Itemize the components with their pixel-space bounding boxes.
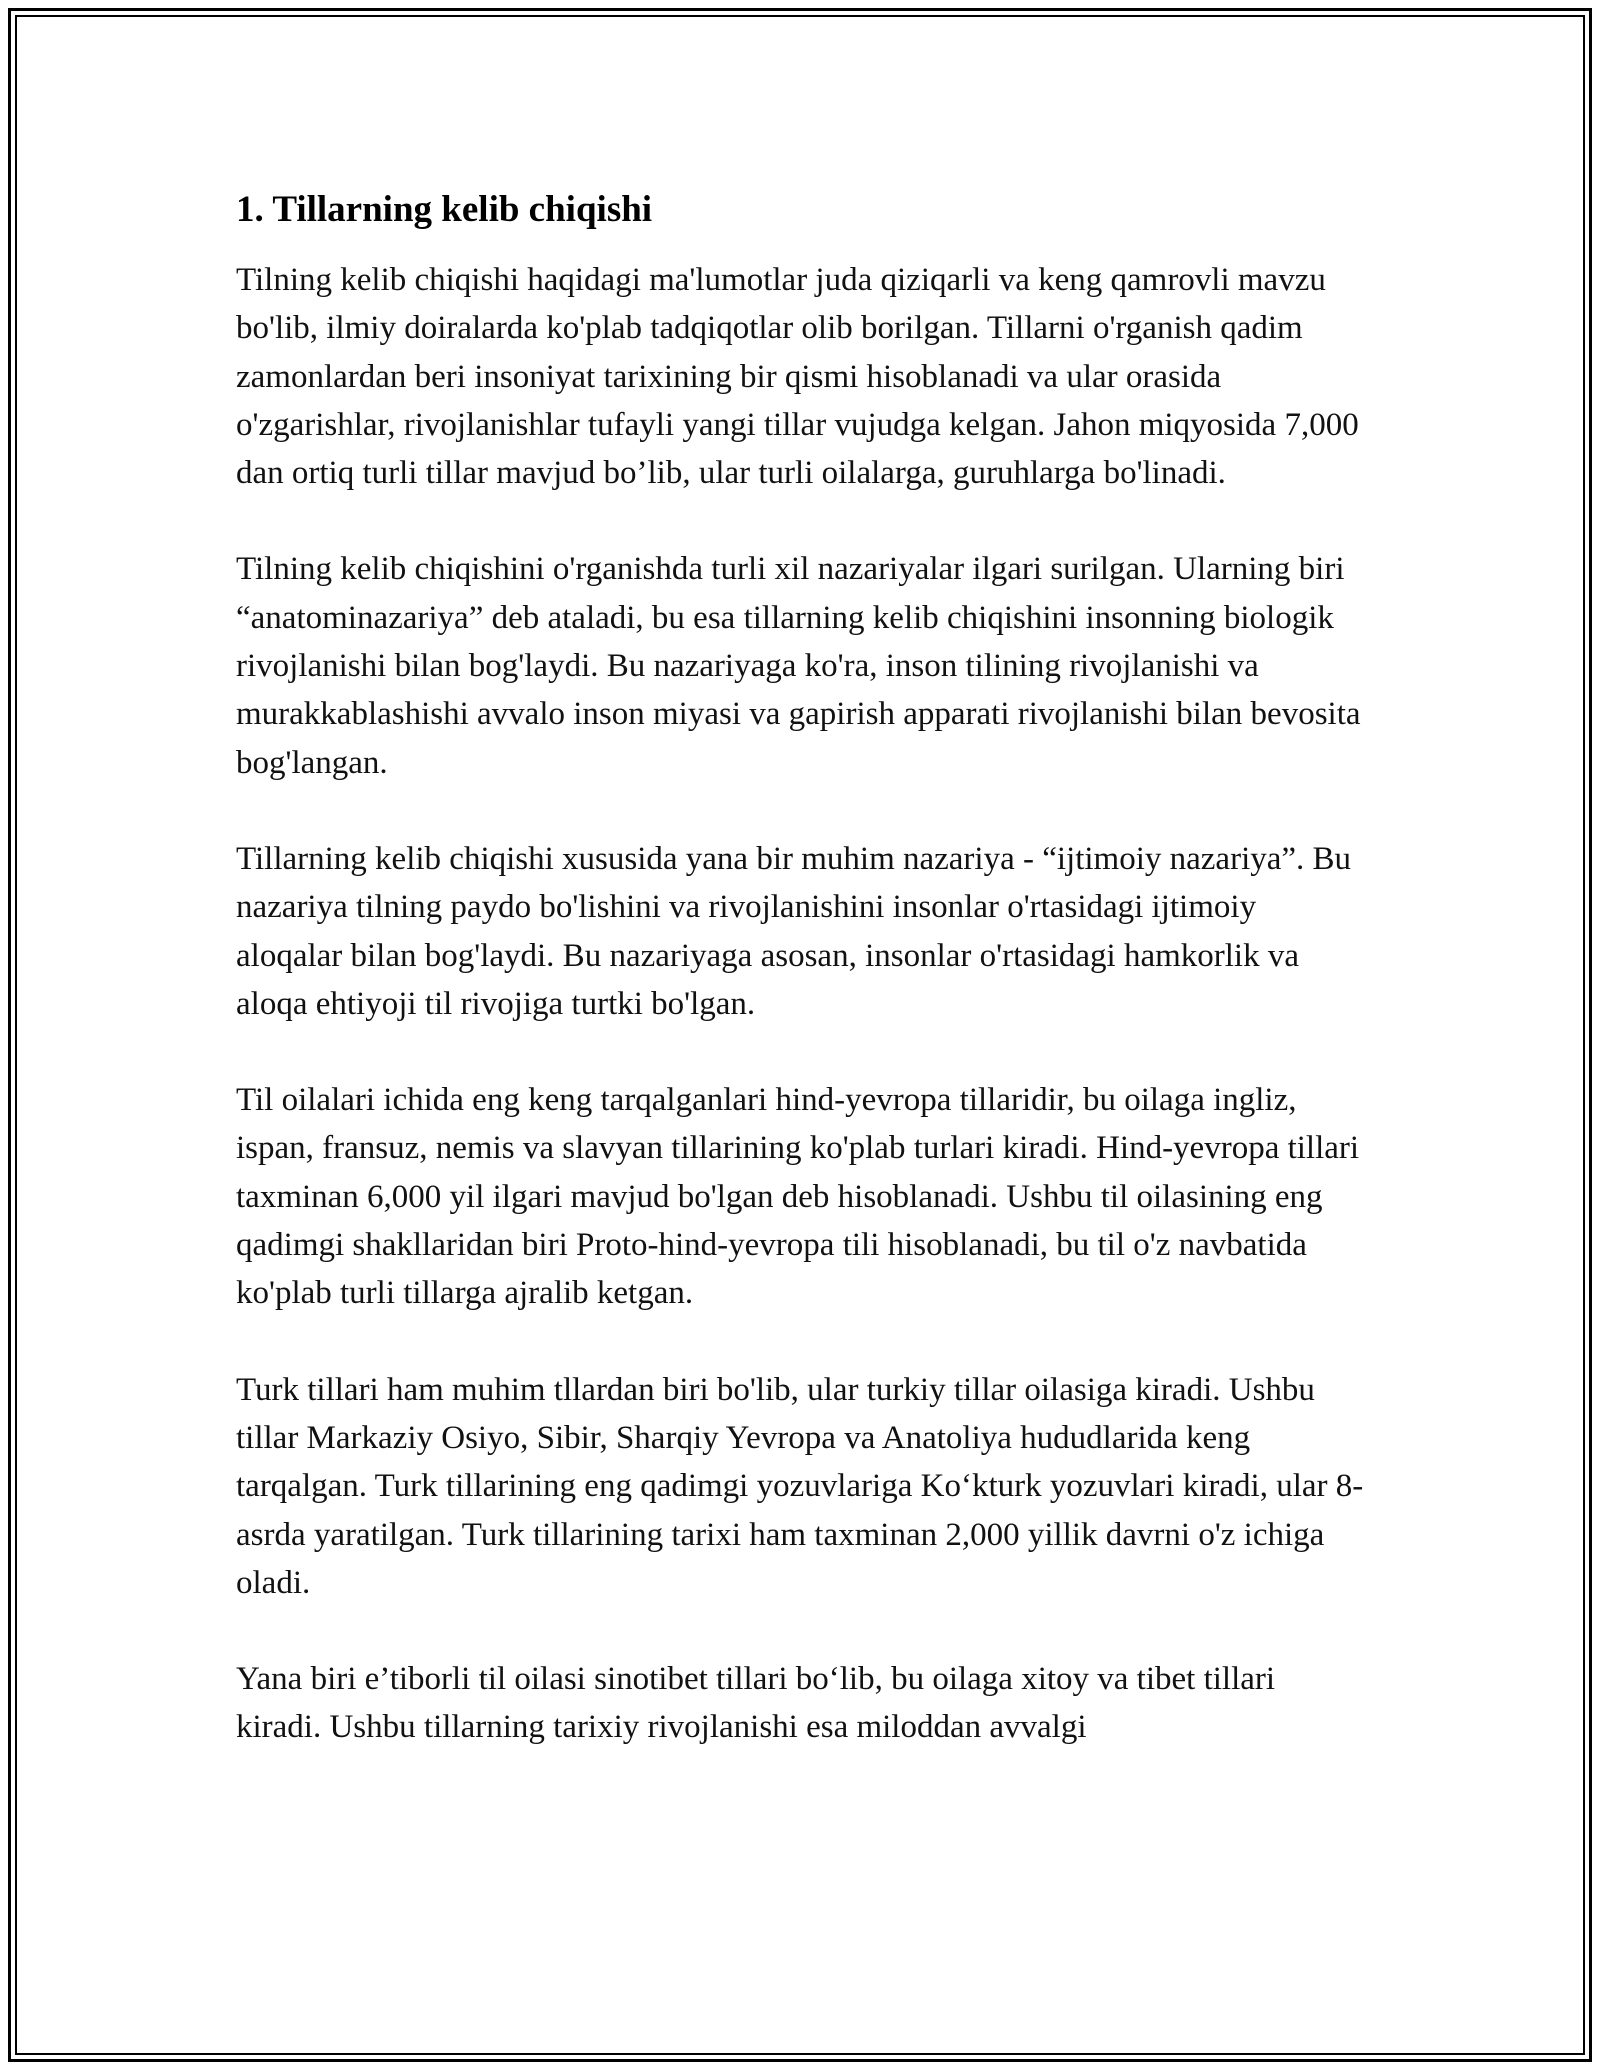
document-body	[236, 186, 1366, 1800]
paragraph-3: Tillarning kelib chiqishi xususida yana bir muhim nazariya - “ijtimoiy nazariya”. Bu nazariya tilning paydo bo'lishini va rivojlanishini insonlar o'rtasidagi ijtimoiy aloqalar bilan bog'laydi. Bu nazariyaga asosan, insonlar o'rtasidagi hamkorlik va aloqa ehtiyoji til rivojiga turtki bo'lgan.	[236, 840, 1352, 1022]
paragraph-1: Tilning kelib chiqishi haqidagi ma'lumotlar juda qiziqarli va keng qamrovli mavzu bo'lib, ilmiy doiralarda ko'plab tadqiqotlar olib borilgan. Tillarni o'rganish qadim zamonlardan beri insoniyat tarixining bir qismi hisoblanadi va ular orasida o'zgarishlar, rivojlanishlar tufayli yangi tillar vujudga kelgan. Jahon miqyosida 7,000 dan ortiq turli tillar mavjud bo’lib, ular turli oilalarga, guruhlarga bo'linadi.	[236, 262, 1359, 492]
paragraph-4: Til oilalari ichida eng keng tarqalganlari hind-yevropa tillaridir, bu oilaga ingliz, ispan, fransuz, nemis va slavyan tillarining ko'plab turlari kiradi. Hind-yevropa tillari taxminan 6,000 yil ilgari mavjud bo'lgan deb hisoblanadi. Ushbu til oilasining eng qadimgi shakllaridan biri Proto-hind-yevropa tili hisoblanadi, bu til o'z navbatida ko'plab turli tillarga ajralib ketgan.	[236, 1082, 1360, 1312]
paragraph-5: Turk tillari ham muhim tllardan biri bo'lib, ular turkiy tillar oilasiga kiradi. Ushbu tillar Markaziy Osiyo, Sibir, Sharqiy Yevropa va Anatoliya hududlarida keng tarqalgan. Turk tillarining eng qadimgi yozuvlariga Ko‘kturk yozuvlari kiradi, ular 8-asrda yaratilgan. Turk tillarining tarixi ham taxminan 2,000 yillik davrni o'z ichiga oladi.	[236, 1371, 1364, 1601]
paragraph-2: Tilning kelib chiqishini o'rganishda turli xil nazariyalar ilgari surilgan. Ularning biri “anatominazariya” deb ataladi, bu esa tillarning kelib chiqishini insonning biologik rivojlanishi bilan bog'laydi. Bu nazariyaga ko'ra, inson tilining rivojlanishi va murakkablashishi avvalo inson miyasi va gapirish apparati rivojlanishi bilan bevosita bog'langan.	[236, 551, 1361, 781]
section-heading: 1. Tillarning kelib chiqishi	[236, 189, 653, 230]
paragraph-6: Yana biri e’tiborli til oilasi sinotibet tillari bo‘lib, bu oilaga xitoy va tibet tillari kiradi. Ushbu tillarning tarixiy rivojlanishi esa miloddan avvalgi	[236, 1661, 1276, 1746]
